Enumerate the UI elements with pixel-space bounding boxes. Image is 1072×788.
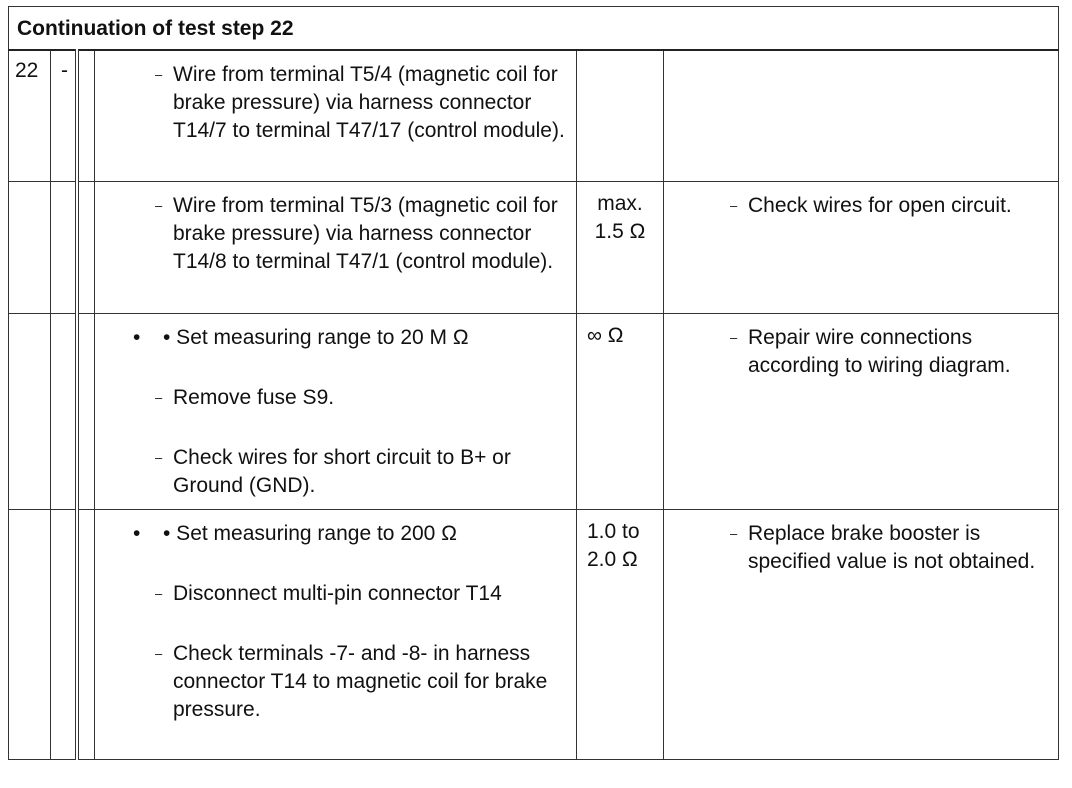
spec-value: max. 1.5 Ω	[594, 192, 646, 243]
dash-marker: –	[730, 526, 738, 541]
dash-cell	[51, 182, 77, 314]
table-header-row	[9, 7, 1059, 50]
dash-marker: –	[730, 198, 738, 213]
result-text: Check wires for open circuit.	[748, 194, 1012, 217]
action-text: Check wires for short circuit to B+ or Ground (GND).	[173, 446, 511, 497]
dash-marker: –	[155, 198, 163, 213]
dash-marker: –	[155, 390, 163, 405]
spec-cell	[577, 510, 664, 760]
result-item	[730, 192, 1052, 220]
test-step-document	[8, 6, 1058, 760]
spec-value: 1.0 to 2.0 Ω	[587, 520, 640, 571]
action-item	[155, 61, 568, 145]
action-text: Disconnect multi-pin connector T14	[173, 582, 502, 605]
action-item	[133, 520, 568, 548]
bullet-marker: •	[133, 522, 141, 545]
result-cell	[664, 510, 1059, 760]
step-number-cell	[9, 182, 51, 314]
bullet-marker: •	[133, 326, 141, 349]
spacer-cell	[77, 182, 95, 314]
table-row	[9, 182, 1059, 314]
result-cell	[664, 314, 1059, 510]
action-item	[133, 324, 568, 352]
action-text: Remove fuse S9.	[173, 386, 335, 409]
action-text: Wire from terminal T5/4 (magnetic coil for brake pressure) via harness connector T14/7 to terminal T47/17 (control module).	[173, 62, 565, 142]
action-cell	[95, 314, 577, 510]
dash-cell: -	[51, 50, 77, 182]
table-row	[9, 314, 1059, 510]
result-cell	[664, 182, 1059, 314]
action-item	[155, 444, 568, 500]
dash-marker: –	[155, 586, 163, 601]
result-text: Repair wire connections according to wiring diagram.	[748, 326, 1011, 377]
action-item	[155, 580, 568, 608]
action-cell	[95, 182, 577, 314]
result-item	[730, 520, 1052, 576]
dash-marker: –	[155, 66, 163, 82]
dash-marker: –	[730, 330, 738, 345]
spacer-cell	[77, 50, 95, 182]
action-item	[155, 384, 568, 412]
spacer-cell	[77, 314, 95, 510]
spec-cell	[577, 182, 664, 314]
test-step-table	[8, 6, 1059, 760]
spacer-cell	[77, 510, 95, 760]
action-text: • Set measuring range to 200 Ω	[163, 522, 457, 545]
action-text: • Set measuring range to 20 M Ω	[163, 326, 469, 349]
table-row	[9, 510, 1059, 760]
result-cell	[664, 50, 1059, 182]
spec-cell: ∞ Ω	[577, 314, 664, 510]
action-item	[155, 640, 568, 724]
action-cell	[95, 510, 577, 760]
step-number-cell	[9, 314, 51, 510]
dash-cell	[51, 314, 77, 510]
dash-marker: –	[155, 450, 163, 465]
spec-cell	[577, 50, 664, 182]
action-text: Check terminals -7- and -8- in harness connector T14 to magnetic coil for brake pressure.	[173, 642, 548, 721]
dash-cell	[51, 510, 77, 760]
result-text: Replace brake booster is specified value is not obtained.	[748, 522, 1036, 573]
action-text: Wire from terminal T5/3 (magnetic coil for brake pressure) via harness connector T14/8 to terminal T47/1 (control module).	[173, 194, 558, 273]
action-item	[155, 192, 568, 276]
dash-marker: –	[155, 646, 163, 661]
result-item	[730, 324, 1052, 380]
step-number-cell	[9, 510, 51, 760]
table-row	[9, 50, 1059, 182]
step-number-cell: 22	[9, 50, 51, 182]
table-title: Continuation of test step 22	[9, 7, 1059, 50]
action-cell	[95, 50, 577, 182]
